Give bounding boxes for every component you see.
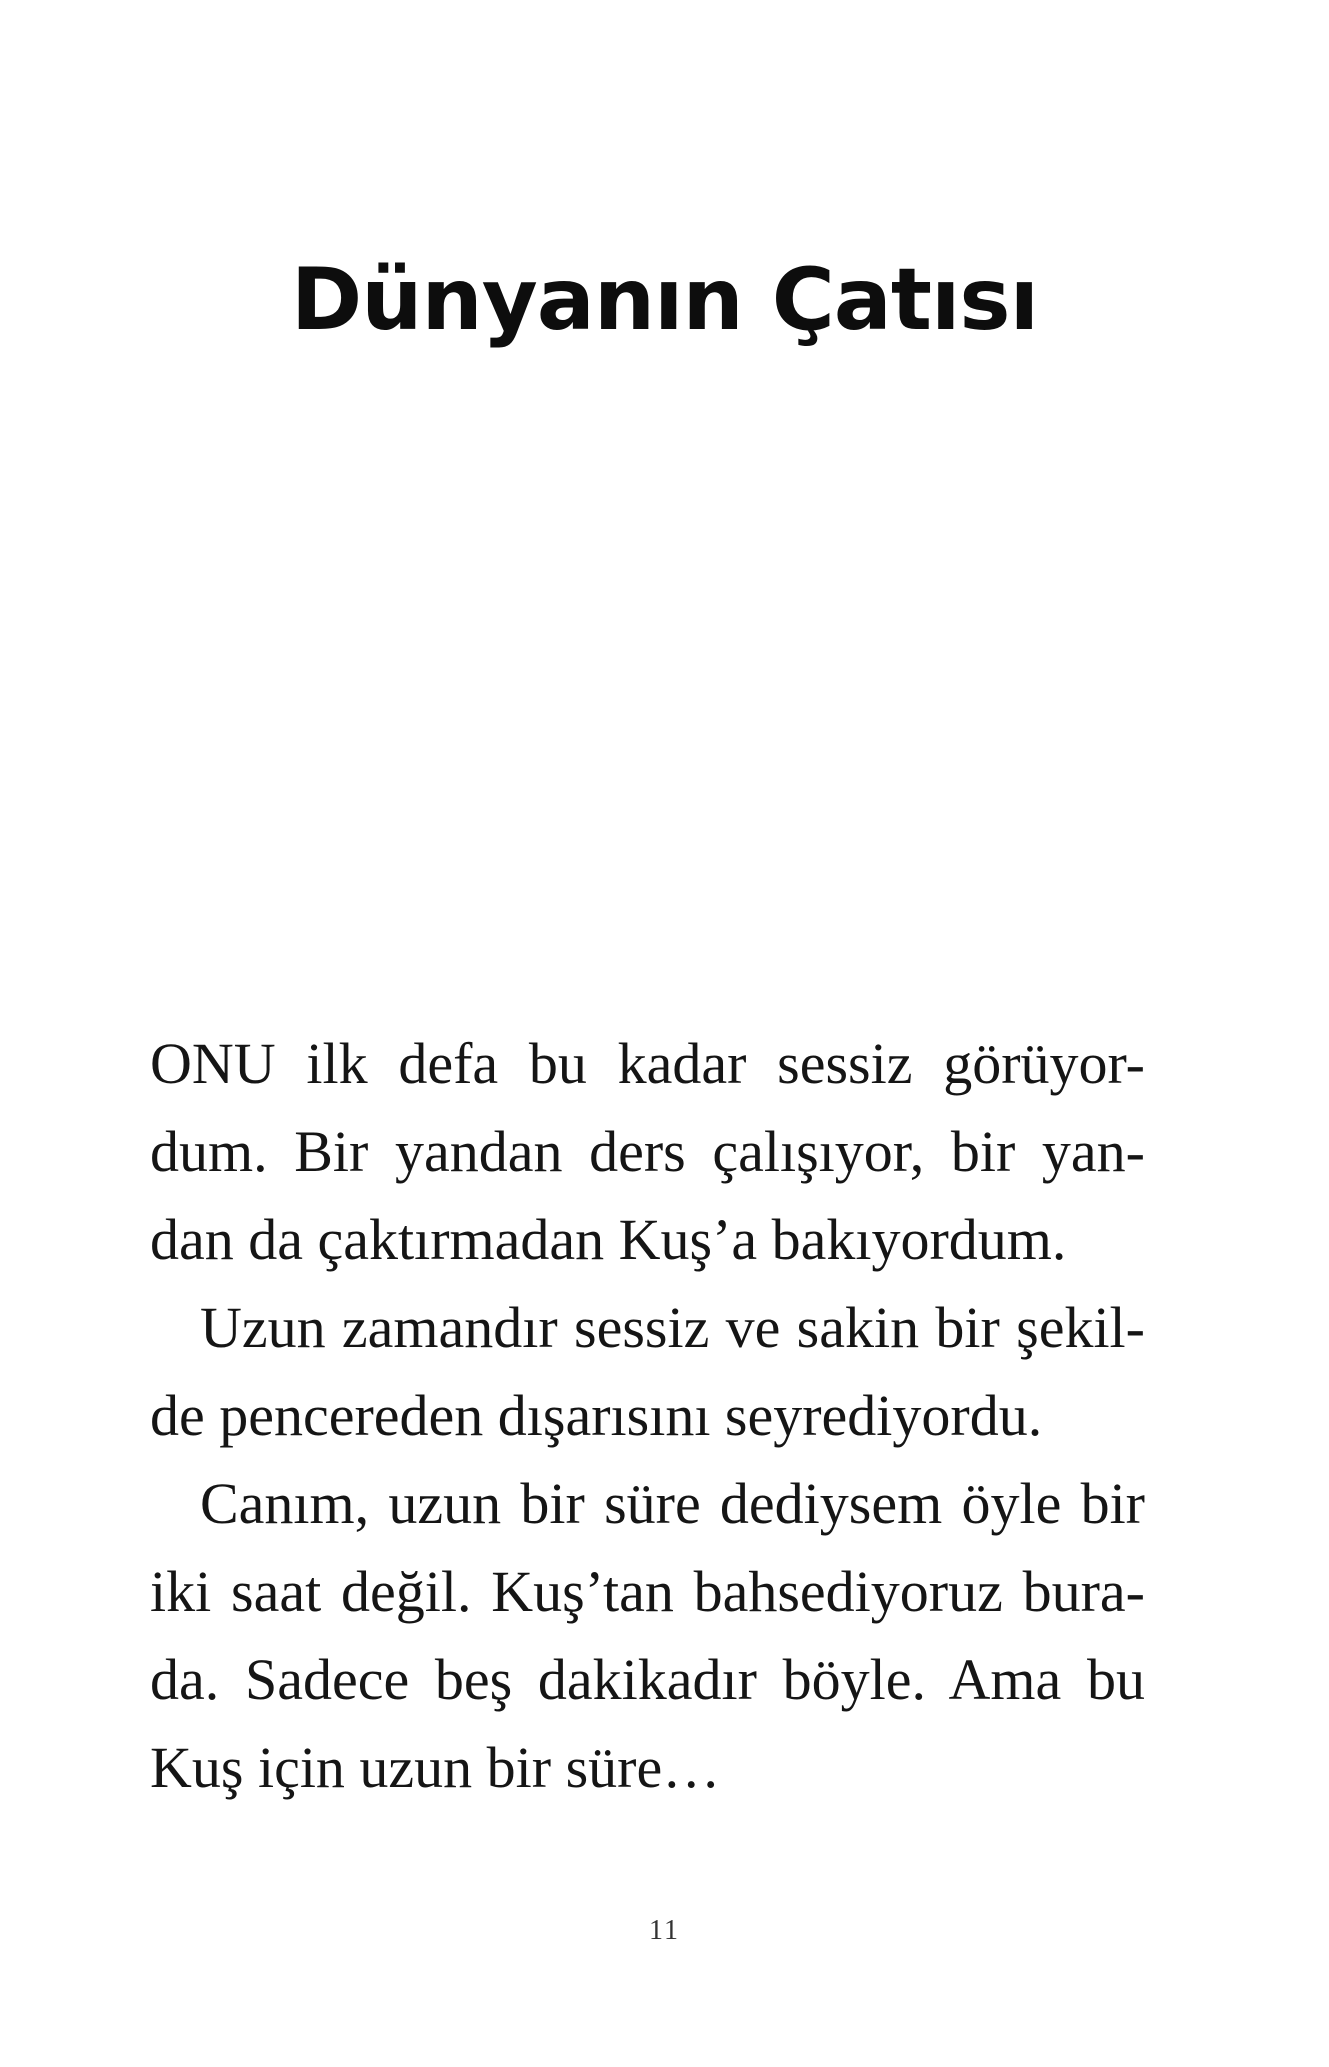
body-text [150, 1020, 1145, 1812]
text-line: Kuş için uzun bir süre… [150, 1735, 721, 1800]
text-line: ONU ilk defa bu kadar sessiz görüyor- [150, 1031, 1145, 1096]
page-number: 11 [649, 1915, 680, 1946]
text-line: dum. Bir yandan ders çalışıyor, bir yan- [150, 1119, 1145, 1184]
text-line: Canım, uzun bir süre dediysem öyle bir [200, 1471, 1145, 1536]
text-line: da. Sadece beş dakikadır böyle. Ama bu [150, 1647, 1145, 1712]
text-line: de pencereden dışarısını seyrediyordu. [150, 1383, 1043, 1448]
text-line: dan da çaktırmadan Kuş’a bakıyordum. [150, 1207, 1067, 1272]
chapter-title: Dünyanın Çatısı [290, 250, 1039, 350]
text-line: iki saat değil. Kuş’tan bahsediyoruz bura- [150, 1559, 1145, 1624]
text-line: Uzun zamandır sessiz ve sakin bir şekil- [200, 1295, 1145, 1360]
